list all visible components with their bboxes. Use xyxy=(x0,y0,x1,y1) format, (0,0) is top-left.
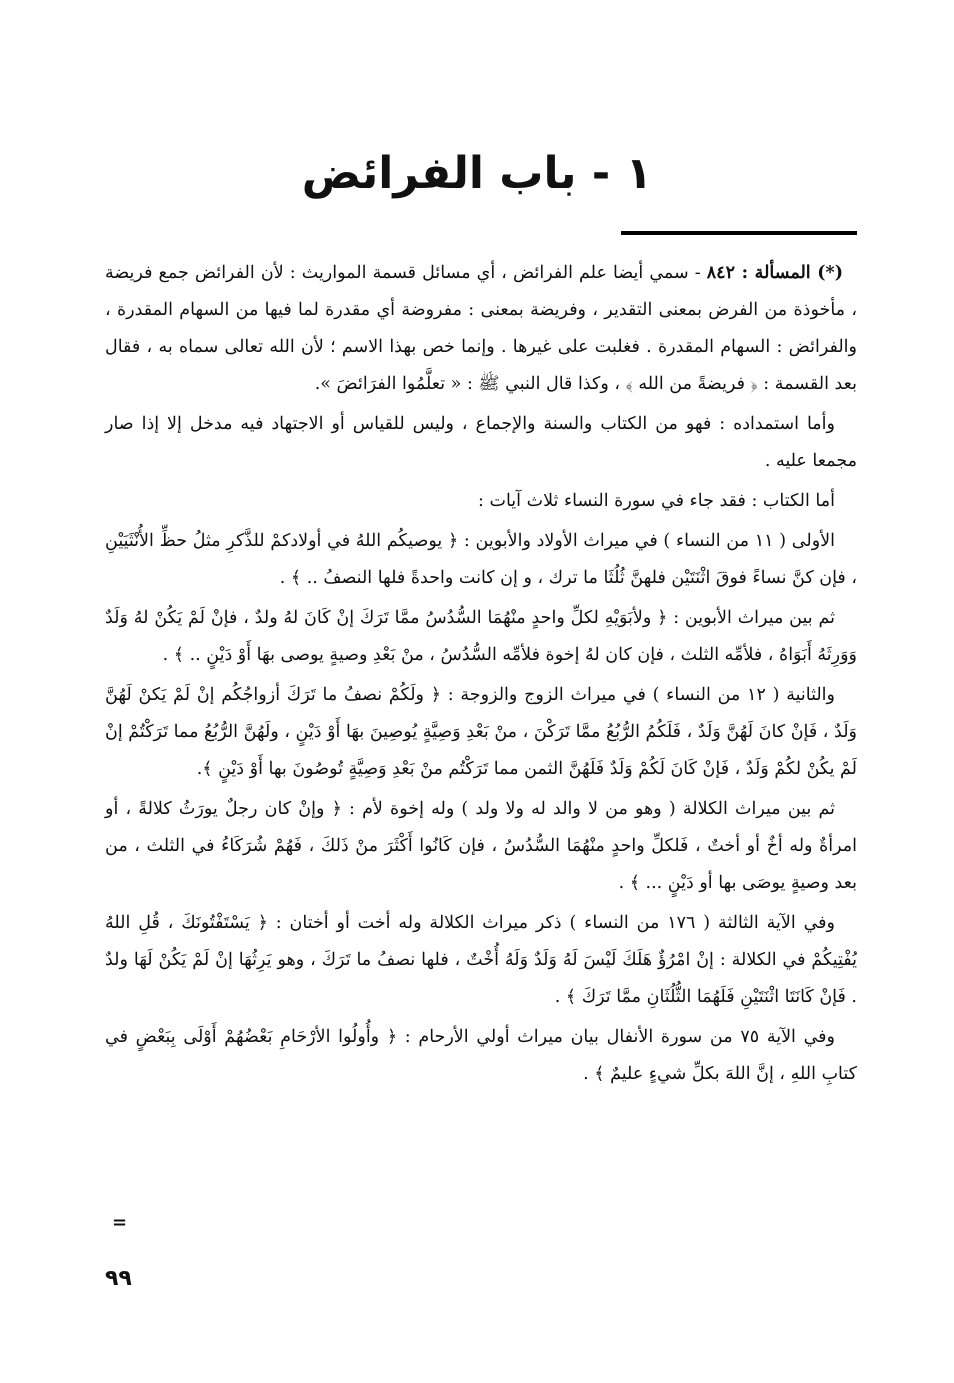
footnote-separator-rule xyxy=(621,231,857,235)
paragraph-first-verse: الأولى ( ١١ من النساء ) في ميراث الأولاد والأبوين : ﴿ يوصيكُم اللهُ في أولادكمْ للذَّكرِ مثلُ حظِّ الأُنْثَيَيْنِ ، فإن كنَّ نساءً فوقَ اثْنَتَيْن فلهنَّ ثُلُثَا ما ترك ، و إن كانت واحدةً فلها النصفُ .. ﴾ . xyxy=(105,531,857,588)
page-number: ٩٩ xyxy=(105,1266,132,1291)
paragraph-definition xyxy=(105,255,857,403)
chapter-title: ١ - باب الفرائض xyxy=(301,148,653,199)
paragraph-second-verse: والثانية ( ١٢ من النساء ) في ميراث الزوج والزوجة : ﴿ ولَكُمْ نصفُ ما تَرَكَ أزواجُكُم إنْ لَمْ يَكنْ لَهُنَّ وَلَدٌ ، فَإنْ كانَ لَهُنَّ وَلَدٌ ، فَلَكُمُ الرُّبُعُ ممَّا تَرَكْنَ ، منْ بَعْدِ وَصِيَّةٍ يُوصِينَ بهَا أَوْ دَيْنٍ ، ولَهُنَّ الرُّبُعُ مما تَرَكْتُمْ إنْ لَمْ يكُنْ لكُمْ وَلَدٌ ، فَإنْ كَانَ لَكُمْ وَلَدٌ فَلَهُنَّ الثمن مما تَرَكْتُم منْ بَعْدِ وَصِيَّةٍ تُوصُونَ بها أَوْ دَيْنٍ ﴾. xyxy=(105,685,857,779)
issue-number: (*) المسألة : ٨٤٢ xyxy=(706,263,843,283)
body-text xyxy=(105,255,857,1096)
paragraph-text: - سمي أيضا علم الفرائض ، أي مسائل قسمة المواريث : لأن الفرائض جمع فريضة ، مأخوذة من الفرض بمعنى التقدير ، وفريضة بمعنى : مفروضة أي مقدرة لما فيها من السهام المقدرة ، والفرائض : السهام المقدرة . فغلبت على غيرها . وإنما خص بهذا الاسم ؛ لأن الله تعالى سماه به ، فقال بعد القسمة : ﴿ فريضةً من الله ﴾ ، وكذا قال النبي ﷺ : « تعلَّمُوا الفرَائضَ ». xyxy=(105,263,857,394)
paragraph-anfal-verse: وفي الآية ٧٥ من سورة الأنفال بيان ميراث أولي الأرحام : ﴿ وأُولُوا الأرْحَامِ بَعْضُهُمْ أَوْلَى بِبَعْضٍ في كتابِ اللهِ ، إنَّ اللهَ بكلِّ شيءٍ عليمٌ ﴾ . xyxy=(105,1027,857,1084)
continuation-mark: = xyxy=(112,1212,128,1233)
paragraph-kalala: ثم بين ميراث الكلالة ( وهو من لا والد له ولا ولد ) وله إخوة لأم : ﴿ وإنْ كان رجلٌ يورَثُ كلالةً ، أو امرأةٌ وله أخٌ أو أختٌ ، فَلكلِّ واحدٍ منْهُمَا السُّدُسُ ، فإن كَانُوا أَكْثَرَ منْ ذَلكَ ، فَهُمْ شُرَكَاءُ في الثلث ، من بعد وصيةٍ يوصَى بها أو دَيْنٍ ... ﴾ . xyxy=(105,799,857,893)
paragraph-quran-intro: أما الكتاب : فقد جاء في سورة النساء ثلاث آيات : xyxy=(478,491,835,511)
paragraph-third-verse: وفي الآية الثالثة ( ١٧٦ من النساء ) ذكر ميراث الكلالة وله أخت أو أختان : ﴿ يَسْتَفْتُونَكَ ، قُلِ اللهُ يُفْتِيكُمْ في الكلالة : إنْ امْرُؤٌ هَلَكَ لَيْسَ لَهُ وَلَدٌ وَلَهُ أُخْتٌ ، فلها نصفُ ما تَرَكَ ، وهو يَرِثُهَا إنْ لَمْ يَكُنْ لَهَا ولدٌ . فَإنْ كَانَتَا اثْنَتَيْنِ فَلَهُمَا الثُّلُثَانِ ممَّا تَرَكَ ﴾ . xyxy=(105,913,857,1007)
paragraph-sources: وأما استمداده : فهو من الكتاب والسنة والإجماع ، وليس للقياس أو الاجتهاد فيه مدخل إلا إذا صار مجمعا عليه . xyxy=(105,414,857,471)
paragraph-parents-share: ثم بين ميراث الأبوين : ﴿ ولأبَوَيْهِ لكلِّ واحدٍ منْهُمَا السُّدُسُ ممَّا تَرَكَ إنْ كَانَ لهُ ولدٌ ، فإنْ لَمْ يَكُنْ لهُ وَلَدٌ وَوَرِثَهُ أَبَوَاهُ ، فلأمِّه الثلث ، فإن كان لهُ إخوة فلأمِّه السُّدُسُ ، منْ بَعْدِ وصيةٍ يوصى بهَا أَوْ دَيْنٍ .. ﴾ . xyxy=(105,608,857,665)
